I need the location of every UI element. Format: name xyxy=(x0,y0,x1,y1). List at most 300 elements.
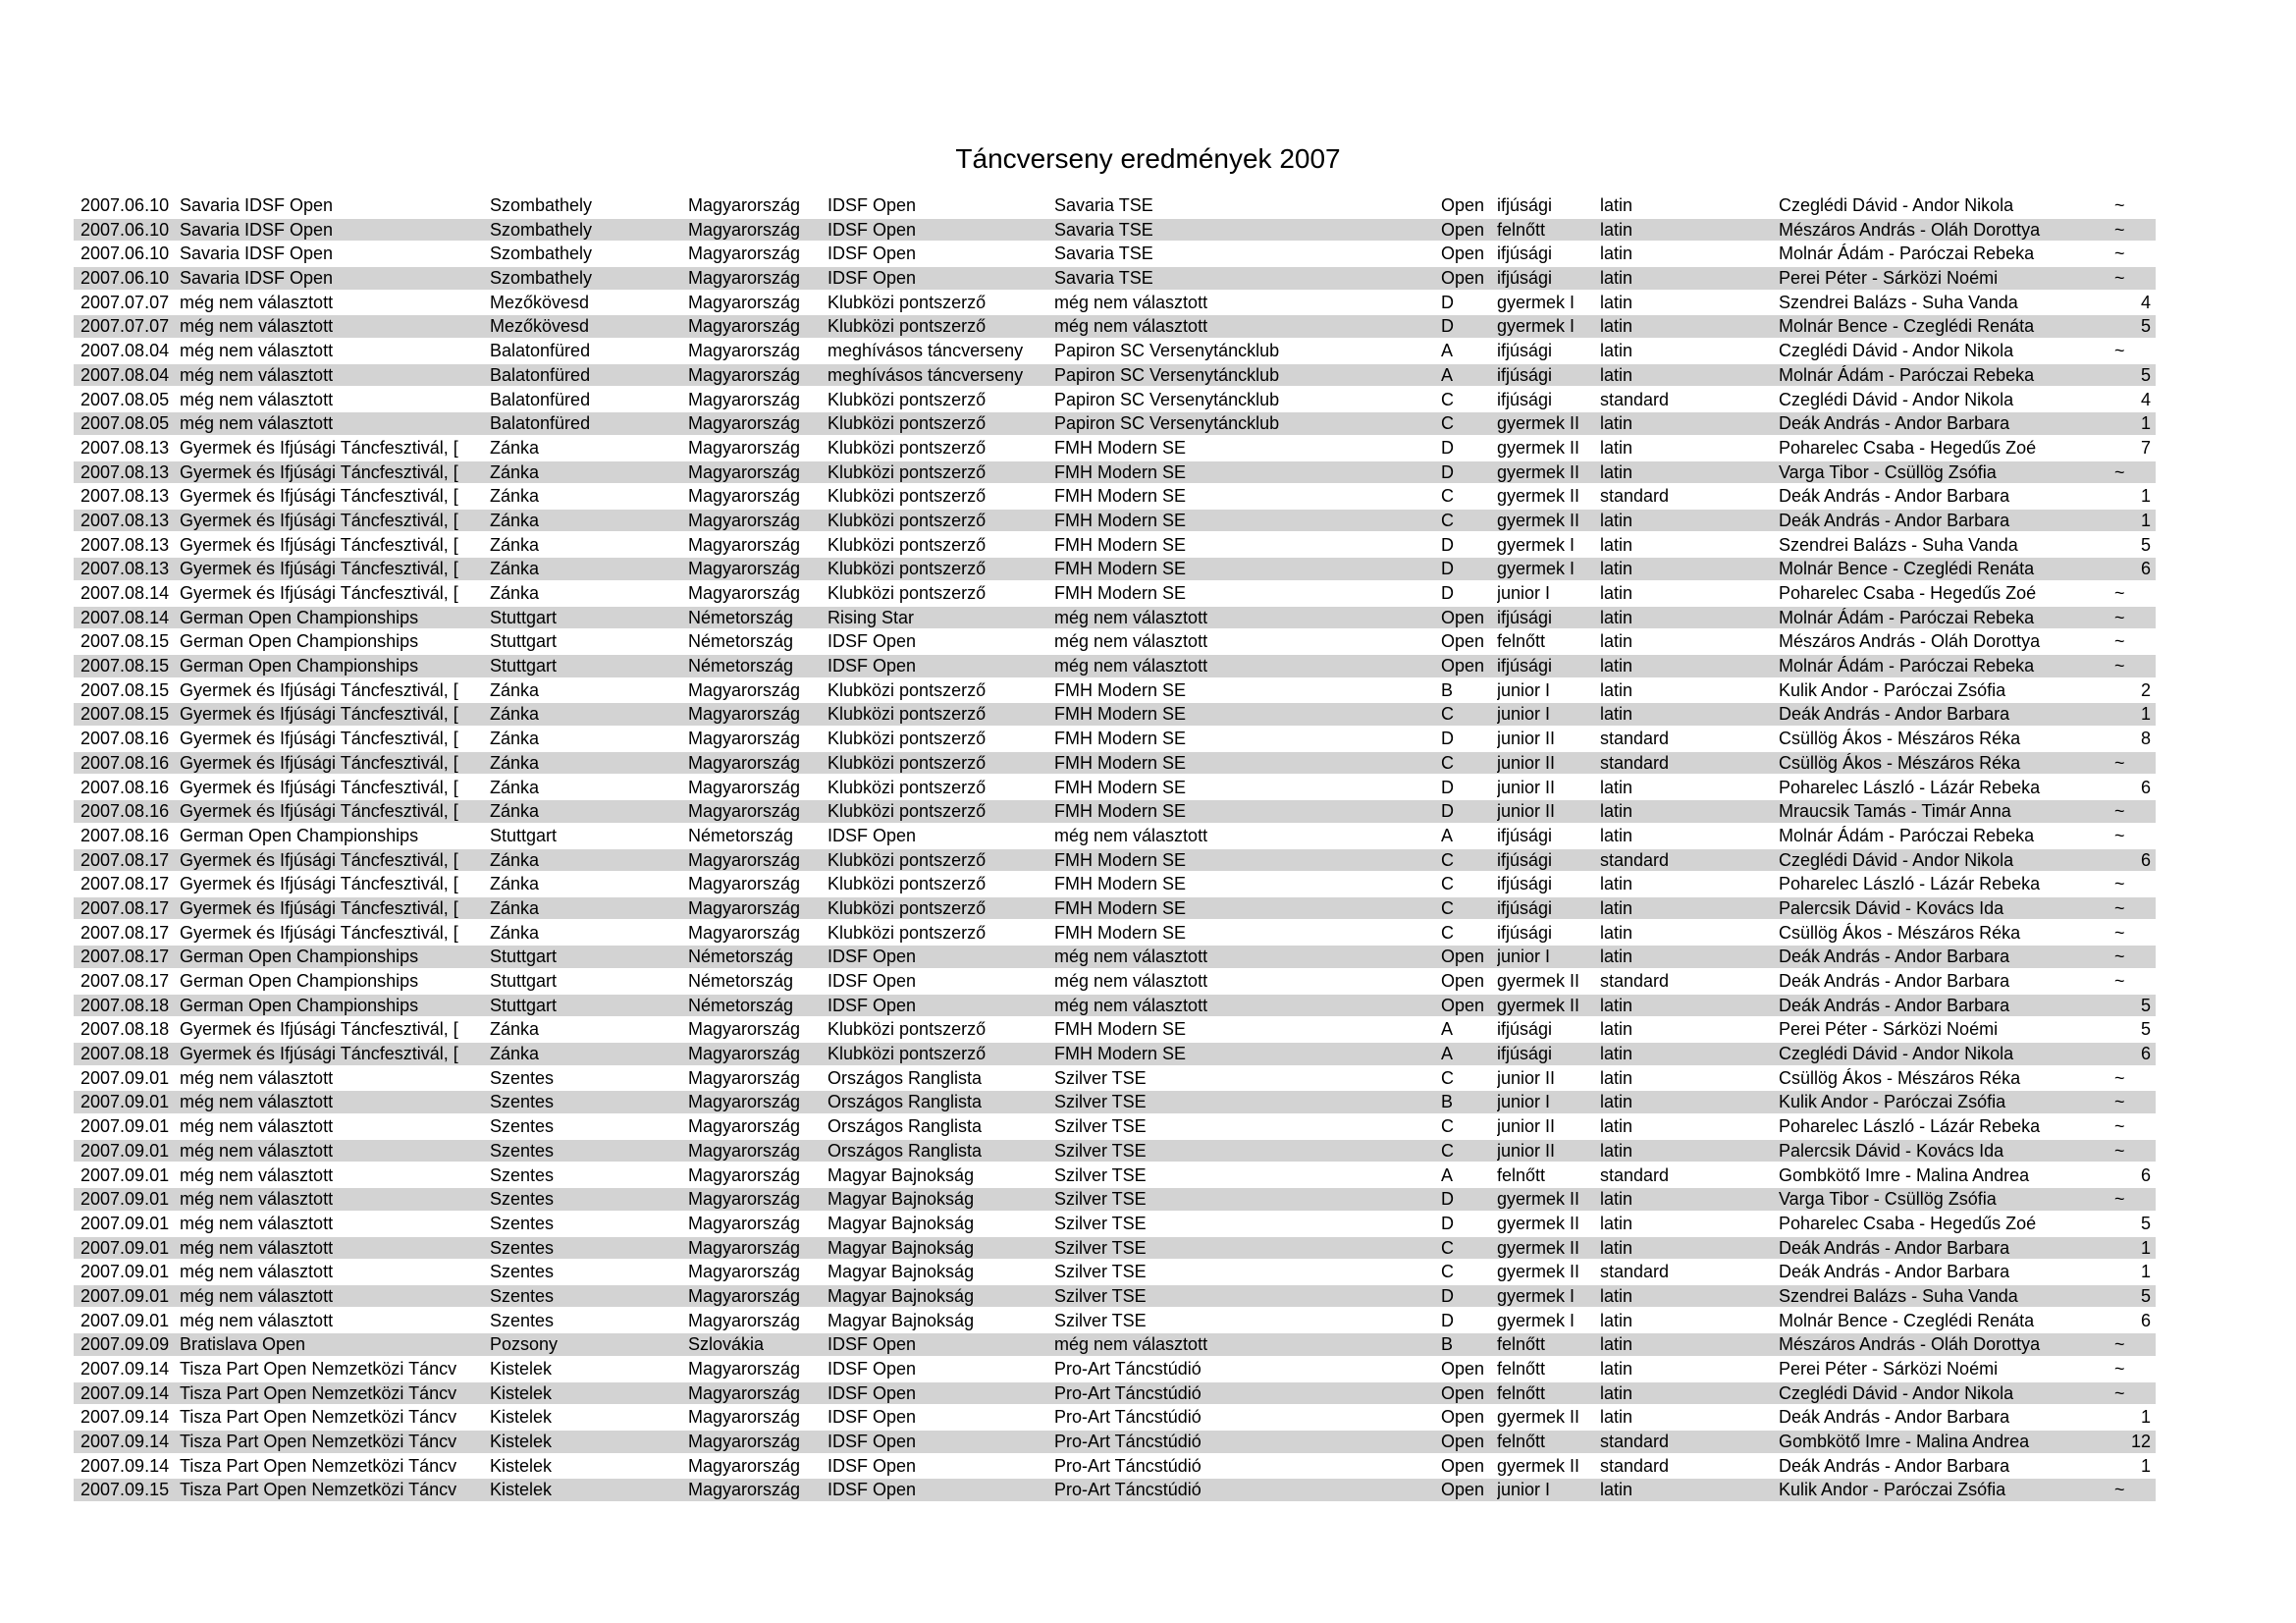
table-row[interactable] xyxy=(74,728,2156,750)
table-row[interactable] xyxy=(74,510,2156,532)
cell-class: D xyxy=(1441,1213,1454,1233)
cell-couple: Czeglédi Dávid - Andor Nikola xyxy=(1779,195,2014,215)
cell-class: D xyxy=(1441,316,1454,337)
cell-date: 2007.09.01 xyxy=(80,1285,170,1306)
cell-competition-type: Klubközi pontszerző xyxy=(828,292,987,312)
cell-couple: Csüllög Ákos - Mészáros Réka xyxy=(1779,1067,2021,1088)
cell-age-group: gyermek I xyxy=(1497,559,1575,579)
cell-city: Balatonfüred xyxy=(490,364,591,385)
cell-club: Pro-Art Táncstúdió xyxy=(1054,1480,1201,1500)
cell-class: D xyxy=(1441,1285,1454,1306)
table-row[interactable] xyxy=(74,1018,2156,1041)
cell-couple: Molnár Ádám - Paróczai Rebeka xyxy=(1779,607,2035,627)
cell-club: még nem választott xyxy=(1054,292,1208,312)
cell-country: Magyarország xyxy=(688,704,801,725)
cell-competition-type: Országos Ranglista xyxy=(828,1067,983,1088)
cell-style: latin xyxy=(1600,364,1633,385)
table-row[interactable] xyxy=(74,970,2156,993)
cell-style: latin xyxy=(1600,413,1633,434)
cell-date: 2007.08.17 xyxy=(80,849,170,870)
cell-city: Zánka xyxy=(490,1019,540,1040)
cell-class: D xyxy=(1441,729,1454,749)
cell-class: Open xyxy=(1441,1407,1485,1428)
cell-competition-type: Klubközi pontszerző xyxy=(828,583,987,603)
cell-event-name: Gyermek és Ifjúsági Táncfesztivál, [ xyxy=(180,534,458,555)
cell-city: Zánka xyxy=(490,679,540,700)
cell-club: FMH Modern SE xyxy=(1054,704,1187,725)
cell-age-group: junior II xyxy=(1497,1067,1556,1088)
cell-date: 2007.08.13 xyxy=(80,534,170,555)
cell-result: ~ xyxy=(2114,195,2125,215)
cell-couple: Deák András - Andor Barbara xyxy=(1779,486,2010,507)
cell-age-group: gyermek II xyxy=(1497,510,1580,530)
cell-city: Kistelek xyxy=(490,1359,553,1379)
table-row[interactable] xyxy=(74,340,2156,362)
cell-class: C xyxy=(1441,1237,1454,1258)
cell-style: latin xyxy=(1600,1019,1633,1040)
table-row[interactable] xyxy=(74,219,2156,242)
cell-competition-type: Klubközi pontszerző xyxy=(828,897,987,918)
cell-date: 2007.08.14 xyxy=(80,607,170,627)
cell-club: még nem választott xyxy=(1054,656,1208,676)
cell-age-group: felnőtt xyxy=(1497,1334,1546,1355)
cell-date: 2007.09.01 xyxy=(80,1310,170,1330)
cell-class: Open xyxy=(1441,631,1485,652)
cell-style: latin xyxy=(1600,1407,1633,1428)
cell-city: Zánka xyxy=(490,849,540,870)
cell-style: standard xyxy=(1600,729,1670,749)
cell-club: Szilver TSE xyxy=(1054,1116,1147,1137)
cell-event-name: Gyermek és Ifjúsági Táncfesztivál, [ xyxy=(180,704,458,725)
cell-style: latin xyxy=(1600,704,1633,725)
table-row[interactable] xyxy=(74,922,2156,945)
cell-result: 1 xyxy=(2140,704,2151,725)
cell-country: Magyarország xyxy=(688,874,801,894)
cell-result: ~ xyxy=(2114,897,2125,918)
cell-age-group: ifjúsági xyxy=(1497,268,1553,289)
cell-age-group: junior II xyxy=(1497,777,1556,797)
cell-class: D xyxy=(1441,1310,1454,1330)
cell-club: FMH Modern SE xyxy=(1054,801,1187,822)
cell-style: latin xyxy=(1600,316,1633,337)
cell-date: 2007.09.14 xyxy=(80,1382,170,1403)
cell-country: Németország xyxy=(688,971,794,991)
cell-club: Szilver TSE xyxy=(1054,1164,1147,1185)
cell-club: még nem választott xyxy=(1054,995,1208,1015)
cell-club: Savaria TSE xyxy=(1054,268,1153,289)
cell-competition-type: meghívásos táncverseny xyxy=(828,364,1024,385)
cell-club: még nem választott xyxy=(1054,316,1208,337)
table-row[interactable] xyxy=(74,364,2156,387)
cell-competition-type: IDSF Open xyxy=(828,656,917,676)
cell-club: FMH Modern SE xyxy=(1054,777,1187,797)
cell-event-name: Gyermek és Ifjúsági Táncfesztivál, [ xyxy=(180,849,458,870)
table-row[interactable] xyxy=(74,1358,2156,1380)
cell-city: Kistelek xyxy=(490,1407,553,1428)
cell-competition-type: Klubközi pontszerző xyxy=(828,1044,987,1064)
cell-style: latin xyxy=(1600,607,1633,627)
table-row[interactable] xyxy=(74,1043,2156,1065)
cell-date: 2007.08.04 xyxy=(80,364,170,385)
cell-competition-type: IDSF Open xyxy=(828,1334,917,1355)
cell-style: latin xyxy=(1600,1092,1633,1112)
cell-class: C xyxy=(1441,413,1454,434)
cell-competition-type: IDSF Open xyxy=(828,1359,917,1379)
cell-date: 2007.08.05 xyxy=(80,413,170,434)
cell-couple: Perei Péter - Sárközi Noémi xyxy=(1779,268,1999,289)
cell-age-group: felnőtt xyxy=(1497,1164,1546,1185)
cell-style: latin xyxy=(1600,583,1633,603)
table-row[interactable] xyxy=(74,1140,2156,1163)
table-row[interactable] xyxy=(74,1188,2156,1211)
table-row[interactable] xyxy=(74,995,2156,1017)
cell-result: ~ xyxy=(2114,341,2125,361)
table-row[interactable] xyxy=(74,607,2156,629)
cell-age-group: gyermek I xyxy=(1497,1310,1575,1330)
cell-club: még nem választott xyxy=(1054,1334,1208,1355)
cell-couple: Kulik Andor - Paróczai Zsófia xyxy=(1779,1480,2006,1500)
table-row[interactable] xyxy=(74,1237,2156,1260)
cell-style: standard xyxy=(1600,1455,1670,1476)
cell-country: Németország xyxy=(688,825,794,845)
cell-couple: Poharelec László - Lázár Rebeka xyxy=(1779,777,2041,797)
cell-event-name: German Open Championships xyxy=(180,995,419,1015)
cell-event-name: Gyermek és Ifjúsági Táncfesztivál, [ xyxy=(180,1019,458,1040)
table-row[interactable] xyxy=(74,679,2156,702)
cell-couple: Molnár Ádám - Paróczai Rebeka xyxy=(1779,364,2035,385)
table-row[interactable] xyxy=(74,1091,2156,1113)
cell-competition-type: IDSF Open xyxy=(828,1382,917,1403)
table-row[interactable] xyxy=(74,752,2156,775)
cell-city: Zánka xyxy=(490,729,540,749)
cell-class: D xyxy=(1441,292,1454,312)
cell-country: Magyarország xyxy=(688,486,801,507)
cell-club: Pro-Art Táncstúdió xyxy=(1054,1407,1201,1428)
cell-couple: Perei Péter - Sárközi Noémi xyxy=(1779,1359,1999,1379)
cell-event-name: még nem választott xyxy=(180,316,334,337)
cell-couple: Mészáros András - Oláh Dorottya xyxy=(1779,1334,2041,1355)
cell-result: 6 xyxy=(2140,1310,2151,1330)
cell-couple: Palercsik Dávid - Kovács Ida xyxy=(1779,1140,2004,1161)
cell-city: Zánka xyxy=(490,897,540,918)
cell-competition-type: Klubközi pontszerző xyxy=(828,559,987,579)
cell-competition-type: Klubközi pontszerző xyxy=(828,777,987,797)
cell-class: Open xyxy=(1441,1480,1485,1500)
cell-competition-type: Rising Star xyxy=(828,607,915,627)
cell-event-name: még nem választott xyxy=(180,341,334,361)
cell-date: 2007.09.14 xyxy=(80,1455,170,1476)
cell-club: FMH Modern SE xyxy=(1054,1019,1187,1040)
table-row[interactable] xyxy=(74,1261,2156,1283)
cell-date: 2007.09.01 xyxy=(80,1164,170,1185)
cell-city: Stuttgart xyxy=(490,631,558,652)
page-title: Táncverseny eredmények 2007 xyxy=(955,143,1341,174)
cell-couple: Czeglédi Dávid - Andor Nikola xyxy=(1779,341,2014,361)
cell-age-group: felnőtt xyxy=(1497,1382,1546,1403)
cell-club: Savaria TSE xyxy=(1054,243,1153,264)
cell-city: Szombathely xyxy=(490,219,593,240)
cell-style: latin xyxy=(1600,1334,1633,1355)
cell-competition-type: IDSF Open xyxy=(828,1407,917,1428)
table-row[interactable] xyxy=(74,703,2156,726)
cell-club: még nem választott xyxy=(1054,825,1208,845)
cell-date: 2007.09.15 xyxy=(80,1480,170,1500)
table-row[interactable] xyxy=(74,1310,2156,1332)
cell-club: FMH Modern SE xyxy=(1054,559,1187,579)
cell-class: D xyxy=(1441,583,1454,603)
cell-style: latin xyxy=(1600,268,1633,289)
cell-competition-type: Országos Ranglista xyxy=(828,1092,983,1112)
cell-result: ~ xyxy=(2114,1334,2125,1355)
cell-class: Open xyxy=(1441,971,1485,991)
cell-city: Szentes xyxy=(490,1310,555,1330)
table-row[interactable] xyxy=(74,800,2156,823)
cell-couple: Deák András - Andor Barbara xyxy=(1779,413,2010,434)
cell-city: Zánka xyxy=(490,801,540,822)
cell-club: Szilver TSE xyxy=(1054,1140,1147,1161)
cell-style: latin xyxy=(1600,559,1633,579)
cell-country: Magyarország xyxy=(688,752,801,773)
cell-couple: Czeglédi Dávid - Andor Nikola xyxy=(1779,1382,2014,1403)
table-row[interactable] xyxy=(74,558,2156,580)
cell-style: standard xyxy=(1600,849,1670,870)
cell-age-group: ifjúsági xyxy=(1497,656,1553,676)
cell-event-name: Gyermek és Ifjúsági Táncfesztivál, [ xyxy=(180,801,458,822)
table-row[interactable] xyxy=(74,437,2156,460)
cell-club: FMH Modern SE xyxy=(1054,510,1187,530)
cell-class: Open xyxy=(1441,995,1485,1015)
table-row[interactable] xyxy=(74,267,2156,290)
cell-country: Magyarország xyxy=(688,341,801,361)
cell-couple: Deák András - Andor Barbara xyxy=(1779,1455,2010,1476)
cell-country: Magyarország xyxy=(688,437,801,458)
cell-event-name: Gyermek és Ifjúsági Táncfesztivál, [ xyxy=(180,559,458,579)
cell-event-name: még nem választott xyxy=(180,292,334,312)
cell-country: Magyarország xyxy=(688,1140,801,1161)
cell-result: 6 xyxy=(2140,777,2151,797)
cell-competition-type: Magyar Bajnokság xyxy=(828,1164,975,1185)
cell-event-name: Gyermek és Ifjúsági Táncfesztivál, [ xyxy=(180,874,458,894)
cell-class: Open xyxy=(1441,607,1485,627)
cell-club: FMH Modern SE xyxy=(1054,437,1187,458)
results-table xyxy=(74,194,2156,1503)
cell-club: FMH Modern SE xyxy=(1054,897,1187,918)
table-row[interactable] xyxy=(74,1164,2156,1187)
cell-age-group: ifjúsági xyxy=(1497,243,1553,264)
cell-date: 2007.08.16 xyxy=(80,801,170,822)
cell-age-group: ifjúsági xyxy=(1497,849,1553,870)
table-row[interactable] xyxy=(74,194,2156,217)
cell-city: Zánka xyxy=(490,704,540,725)
cell-country: Magyarország xyxy=(688,1310,801,1330)
cell-style: latin xyxy=(1600,656,1633,676)
cell-age-group: gyermek I xyxy=(1497,316,1575,337)
cell-age-group: junior II xyxy=(1497,729,1556,749)
cell-competition-type: IDSF Open xyxy=(828,1455,917,1476)
cell-city: Stuttgart xyxy=(490,825,558,845)
table-row[interactable] xyxy=(74,849,2156,872)
cell-country: Magyarország xyxy=(688,1164,801,1185)
cell-country: Magyarország xyxy=(688,1019,801,1040)
cell-couple: Poharelec László - Lázár Rebeka xyxy=(1779,1116,2041,1137)
cell-couple: Deák András - Andor Barbara xyxy=(1779,1407,2010,1428)
table-row[interactable] xyxy=(74,1285,2156,1308)
cell-age-group: felnőtt xyxy=(1497,1432,1546,1452)
table-row[interactable] xyxy=(74,1382,2156,1405)
cell-city: Mezőkövesd xyxy=(490,316,590,337)
cell-result: 2 xyxy=(2140,679,2151,700)
cell-city: Szentes xyxy=(490,1092,555,1112)
cell-couple: Deák András - Andor Barbara xyxy=(1779,971,2010,991)
table-row[interactable] xyxy=(74,534,2156,557)
cell-country: Szlovákia xyxy=(688,1334,765,1355)
cell-class: C xyxy=(1441,1262,1454,1282)
cell-age-group: gyermek II xyxy=(1497,461,1580,482)
cell-age-group: felnőtt xyxy=(1497,631,1546,652)
cell-style: latin xyxy=(1600,1067,1633,1088)
cell-event-name: Gyermek és Ifjúsági Táncfesztivál, [ xyxy=(180,752,458,773)
cell-class: C xyxy=(1441,849,1454,870)
cell-city: Szentes xyxy=(490,1262,555,1282)
cell-event-name: még nem választott xyxy=(180,1285,334,1306)
cell-result: 6 xyxy=(2140,1044,2151,1064)
cell-age-group: ifjúsági xyxy=(1497,874,1553,894)
cell-club: Pro-Art Táncstúdió xyxy=(1054,1432,1201,1452)
cell-style: latin xyxy=(1600,292,1633,312)
cell-style: latin xyxy=(1600,534,1633,555)
cell-result: 1 xyxy=(2140,1455,2151,1476)
cell-age-group: ifjúsági xyxy=(1497,1044,1553,1064)
cell-couple: Molnár Bence - Czeglédi Renáta xyxy=(1779,316,2035,337)
cell-city: Zánka xyxy=(490,874,540,894)
table-row[interactable] xyxy=(74,315,2156,338)
table-row[interactable] xyxy=(74,412,2156,435)
cell-competition-type: Országos Ranglista xyxy=(828,1116,983,1137)
cell-event-name: Tisza Part Open Nemzetközi Táncv xyxy=(180,1382,457,1403)
table-row[interactable] xyxy=(74,461,2156,484)
cell-competition-type: Magyar Bajnokság xyxy=(828,1285,975,1306)
cell-club: Pro-Art Táncstúdió xyxy=(1054,1382,1201,1403)
table-row[interactable] xyxy=(74,1479,2156,1501)
cell-event-name: Tisza Part Open Nemzetközi Táncv xyxy=(180,1480,457,1500)
cell-age-group: gyermek II xyxy=(1497,437,1580,458)
cell-club: Szilver TSE xyxy=(1054,1092,1147,1112)
cell-club: FMH Modern SE xyxy=(1054,874,1187,894)
cell-age-group: gyermek I xyxy=(1497,1285,1575,1306)
cell-club: Szilver TSE xyxy=(1054,1189,1147,1210)
cell-couple: Poharelec Csaba - Hegedűs Zoé xyxy=(1779,1213,2037,1233)
cell-club: még nem választott xyxy=(1054,607,1208,627)
cell-country: Magyarország xyxy=(688,1189,801,1210)
cell-country: Magyarország xyxy=(688,316,801,337)
cell-couple: Molnár Ádám - Paróczai Rebeka xyxy=(1779,656,2035,676)
cell-class: D xyxy=(1441,559,1454,579)
table-row[interactable] xyxy=(74,655,2156,677)
table-row[interactable] xyxy=(74,1067,2156,1090)
table-row[interactable] xyxy=(74,1455,2156,1478)
cell-city: Mezőkövesd xyxy=(490,292,590,312)
cell-style: latin xyxy=(1600,195,1633,215)
cell-age-group: ifjúsági xyxy=(1497,922,1553,943)
table-row[interactable] xyxy=(74,243,2156,265)
cell-class: D xyxy=(1441,1189,1454,1210)
table-row[interactable] xyxy=(74,873,2156,895)
table-row[interactable] xyxy=(74,1213,2156,1235)
table-row[interactable] xyxy=(74,1406,2156,1429)
cell-date: 2007.06.10 xyxy=(80,268,170,289)
cell-competition-type: Klubközi pontszerző xyxy=(828,1019,987,1040)
cell-country: Németország xyxy=(688,995,794,1015)
cell-club: FMH Modern SE xyxy=(1054,679,1187,700)
cell-competition-type: Klubközi pontszerző xyxy=(828,704,987,725)
cell-style: standard xyxy=(1600,389,1670,409)
cell-age-group: junior I xyxy=(1497,947,1551,967)
cell-class: Open xyxy=(1441,243,1485,264)
cell-country: Magyarország xyxy=(688,510,801,530)
table-row[interactable] xyxy=(74,292,2156,314)
cell-country: Magyarország xyxy=(688,1407,801,1428)
cell-event-name: még nem választott xyxy=(180,1067,334,1088)
table-row[interactable] xyxy=(74,825,2156,847)
cell-city: Szentes xyxy=(490,1285,555,1306)
table-row[interactable] xyxy=(74,630,2156,653)
cell-class: B xyxy=(1441,679,1454,700)
cell-age-group: junior II xyxy=(1497,1140,1556,1161)
cell-age-group: ifjúsági xyxy=(1497,195,1553,215)
cell-date: 2007.09.01 xyxy=(80,1116,170,1137)
cell-city: Kistelek xyxy=(490,1455,553,1476)
cell-couple: Molnár Ádám - Paróczai Rebeka xyxy=(1779,825,2035,845)
cell-country: Németország xyxy=(688,656,794,676)
cell-country: Németország xyxy=(688,607,794,627)
cell-age-group: junior I xyxy=(1497,583,1551,603)
cell-club: Savaria TSE xyxy=(1054,219,1153,240)
table-row[interactable] xyxy=(74,389,2156,411)
cell-result: 5 xyxy=(2140,316,2151,337)
cell-result: ~ xyxy=(2114,243,2125,264)
table-row[interactable] xyxy=(74,946,2156,968)
cell-date: 2007.08.15 xyxy=(80,679,170,700)
cell-class: C xyxy=(1441,704,1454,725)
cell-date: 2007.08.16 xyxy=(80,752,170,773)
cell-event-name: Tisza Part Open Nemzetközi Táncv xyxy=(180,1359,457,1379)
table-row[interactable] xyxy=(74,582,2156,605)
cell-result: ~ xyxy=(2114,825,2125,845)
cell-couple: Czeglédi Dávid - Andor Nikola xyxy=(1779,1044,2014,1064)
cell-country: Magyarország xyxy=(688,1382,801,1403)
table-row[interactable] xyxy=(74,1333,2156,1356)
cell-result: 5 xyxy=(2140,1213,2151,1233)
cell-style: latin xyxy=(1600,897,1633,918)
cell-class: Open xyxy=(1441,268,1485,289)
cell-style: latin xyxy=(1600,825,1633,845)
table-row[interactable] xyxy=(74,1115,2156,1138)
cell-style: latin xyxy=(1600,631,1633,652)
cell-style: latin xyxy=(1600,510,1633,530)
cell-class: C xyxy=(1441,752,1454,773)
table-row[interactable] xyxy=(74,777,2156,799)
cell-style: latin xyxy=(1600,1140,1633,1161)
cell-club: Savaria TSE xyxy=(1054,195,1153,215)
cell-country: Magyarország xyxy=(688,1432,801,1452)
cell-style: latin xyxy=(1600,874,1633,894)
table-row[interactable] xyxy=(74,1431,2156,1453)
cell-city: Szentes xyxy=(490,1140,555,1161)
cell-competition-type: IDSF Open xyxy=(828,947,917,967)
table-row[interactable] xyxy=(74,485,2156,508)
cell-event-name: Gyermek és Ifjúsági Táncfesztivál, [ xyxy=(180,510,458,530)
table-row[interactable] xyxy=(74,897,2156,920)
